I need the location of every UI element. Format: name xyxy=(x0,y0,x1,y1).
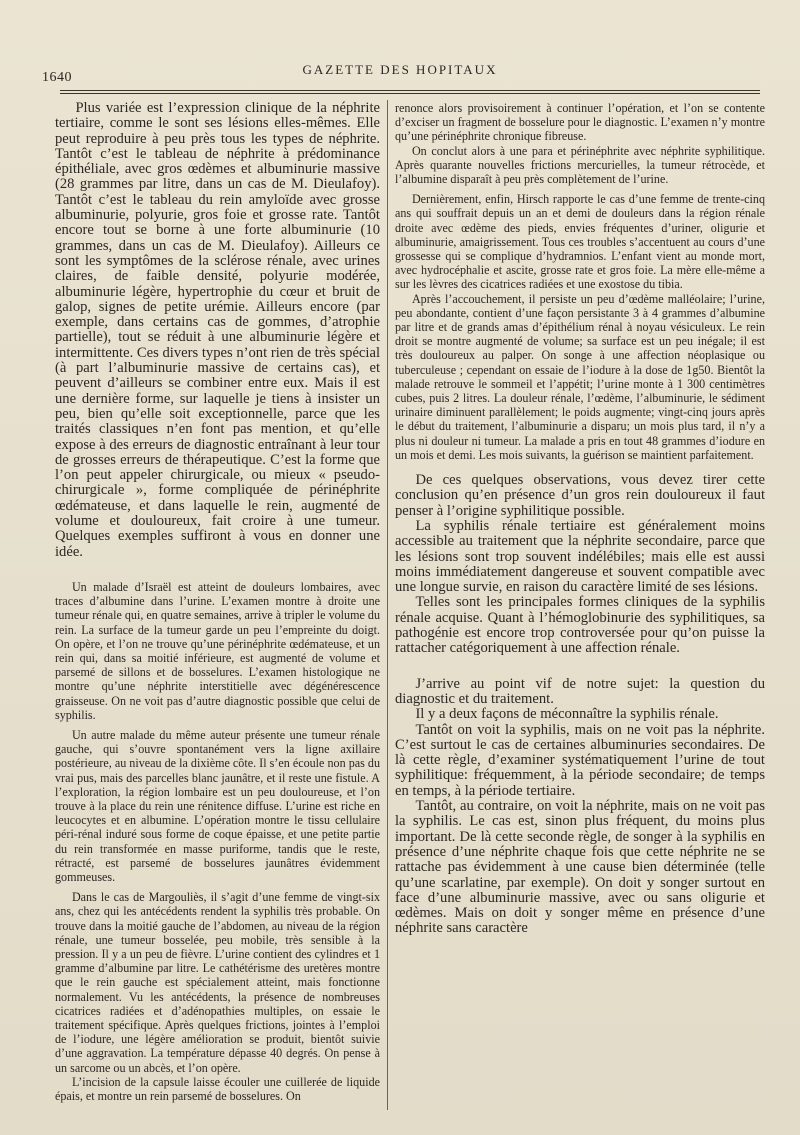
paragraph-continuation: renonce alors provisoirement à continuer l’opération, et l’on se contente d’exciser un fragment de bosselure pour le diagnostic. L’examen n’y montre qu’une périnéphrite chronique fibreuse. xyxy=(395,101,765,144)
paragraph-observations: De ces quelques observations, vous devez tirer cette conclusion qu’en présence d’un gros rein douloureux il faut penser à l’origine syphilitique possible. xyxy=(395,472,765,519)
column-divider xyxy=(387,100,388,1110)
paragraph-two-ways: Il y a deux façons de méconnaître la syphilis rénale. xyxy=(415,706,719,723)
paragraph-tertiary-treatment: La syphilis rénale tertiaire est généralement moins accessible au traitement que la néphrite secondaire, parce que les lésions sont trop souvent indélébiles; mais elle est aussi moins immédiatement dangereuse et souvent compatible avec une longue survie, en raison du caractère limité de ses lésions. xyxy=(395,517,765,596)
journal-title: GAZETTE DES HOPITAUX xyxy=(302,62,498,77)
paragraph-second-way: Tantôt, au contraire, on voit la néphrite, mais on ne voit pas la syphilis. Le cas est, sinon plus fréquent, du moins plus important. De là cette seconde règle, de songer à la syphilis en présence d’une néphrite chaque fois que cette néphrite ne se rattache pas évidemment à une cause bien déterminée (telle qu’une scarlatine, par exemple). On doit y songer surtout en face d’une albuminurie massive, avec ou sans oligurie et œdèmes. Mais on doit y songer même en présence d’une néphrite sans caractère xyxy=(395,798,765,937)
paragraph-case-israel-1: Un malade d’Israël est atteint de douleurs lombaires, avec traces d’albumine dans l’urine. L’examen montre à droite une tumeur rénale qui, en quatre semaines, arrive à tripler le volume du rein. La surface de la tumeur garde un peu l’empreinte du doigt. On opère, et l’on ne trouve qu’une périnéphrite œdémateuse, et un rein qui, dans sa moitié inférieure, est augmenté de volume et parsemé de sillons et de bosselures. L’examen histologique ne montre qu’une néphrite interstitielle avec dégénérescence graisseuse. On ne voit pas d’autre diagnostic possible que celui de syphilis. xyxy=(55,579,380,722)
paragraph-case-israel-2: Un autre malade du même auteur présente une tumeur rénale gauche, qui s’ouvre spontanément vers la ligne axillaire postérieure, au niveau de la dixième côte. Il s’en écoule non pas du vrai pus, mais des parcelles blanc jaunâtre, et il reste une fistule. A l’exploration, la région lombaire est un peu douloureuse, et l’on trouve à la place du rein une rénitence diffuse. L’urine est riche en leucocytes et en albumine. L’opération montre le tissu cellulaire péri-rénal induré sous forme de coque épaisse, et une petite partie du rein transformée en masse puriforme, tandis que le reste, rétracté, est parsemé de bosselures jaunâtres évidemment gommeuses. xyxy=(55,727,380,884)
left-column xyxy=(55,101,380,1103)
paragraph-case-margoulies: Dans le cas de Margouliès, il s’agit d’une femme de vingt-six ans, chez qui les antécédents rendent la syphilis très probable. On trouve dans la moitié gauche de l’abdomen, au niveau de la région rénale, une tumeur bosselée, peu mobile, très sensible à la pression. Il y a un peu de fièvre. L’urine contient des cylindres et 1 gramme d’albumine par litre. Le cathétérisme des uretères montre que le rein gauche est spécialement atteint, mais fonctionne normalement. Vu les antécédents, la présence de nombreuses cicatrices radiées et d’adénopathies multiples, on essaie le traitement spécifique. Après quelques frictions, jointes à l’emploi de l’iodure, une légère amélioration se produit, bientôt suivie d’une aggravation. La température dépasse 40 degrés. On pense à un sarcome ou un abcès, et l’on opère. xyxy=(55,890,380,1075)
page-header xyxy=(40,58,760,88)
right-column xyxy=(395,101,765,937)
paragraph-incision: L’incision de la capsule laisse écouler une cuillerée de liquide épais, et montre un rein parsemé de bosselures. On xyxy=(55,1074,380,1104)
header-rule xyxy=(60,90,760,94)
paragraph-case-hirsch: Dernièrement, enfin, Hirsch rapporte le cas d’une femme de trente-cinq ans qui souffrait depuis un an et demi de douleurs dans la région rénale droite avec œdème des pieds, envies fréquentes d’uriner, oligurie et albuminurie, amaigrissement. Tous ces troubles s’accentuent au cours d’une grossesse qui se complique d’hydramnios. L’enfant vient au monde mort, avec hydrocéphalie et ascite, grosse rate et gros foie. La mère elle-même a sur les lèvres des cicatrices radiées et une exostose du tibia. xyxy=(395,192,765,292)
paragraph-conclusion-case: On conclut alors à une para et périnéphrite avec néphrite syphilitique. Après quarante nouvelles frictions mercurielles, la tumeur rétrocède, et l’albumine disparaît à peu près complètement de l’urine. xyxy=(395,143,765,187)
page-number: 1640 xyxy=(42,70,72,85)
paragraph-diagnosis-intro: J’arrive au point vif de notre sujet: la question du diagnostic et du traitement. xyxy=(395,675,765,707)
paragraph-clinical-summary: Telles sont les principales formes cliniques de la syphilis rénale acquise. Quant à l’hémoglobinurie des syphilitiques, sa pathogénie est encore trop controversée pour qu’on puisse la rattacher catégoriquement à une affection rénale. xyxy=(395,594,765,657)
paragraph-clinical-forms: Plus variée est l’expression clinique de la néphrite tertiaire, comme le sont ses lésions elles-mêmes. Elle peut reproduire à peu près tous les types de néphrite. Tantôt c’est le tableau de néphrite à prédominance épithéliale, avec gros œdèmes et albuminurie massive (28 grammes par litre, dans un cas de M. Dieulafoy). Tantôt c’est le tableau du rein amyloïde avec grosse albuminurie, polyurie, gros foie et grosse rate. Tantôt encore tout se borne à une forte albuminurie (10 grammes, dans un cas de M. Dieulafoy). Ailleurs ce sont les symptômes de la sclérose rénale, avec urines claires, de faible densité, polyurie modérée, albuminurie légère, hypertrophie du cœur et bruit de galop, signes de petite urémie. Ailleurs encore (par exemple, dans certains cas de gommes, d’atrophie partielle), tout se réduit à une albuminurie légère et intermittente. Ces divers types n’ont rien de très spécial (à part l’albuminurie massive de certains cas), et peuvent d’ailleurs se combiner entre eux. Mais il est une dernière forme, sur laquelle je tiens à insister un peu, bien qu’elle soit exceptionnelle, parce que les traités classiques n’en font pas mention, et qu’elle expose à des erreurs de diagnostic entraînant à leur tour de grosses erreurs de thérapeutique. C’est la forme que l’on peut appeler chirurgicale, ou mieux « pseudo-chirurgicale », forme compliquée de périnéphrite œdémateuse, et dans laquelle le rein, augmenté de volume et douloureux, fait croire à une tumeur. Quelques exemples suffiront à vous en donner une idée. xyxy=(55,100,380,560)
paragraph-after-delivery: Après l’accouchement, il persiste un peu d’œdème malléolaire; l’urine, peu abondante, contient d’une façon persistante 3 à 4 grammes d’albumine par litre et de grands amas d’épithélium rénal à noyau vésiculeux. Le rein droit se montre augmenté de volume; sa surface est un peu inégale; il est très douloureux au palper. On songe à une affection néoplasique ou tuberculeuse ; cependant on essaie de l’iodure à la dose de 1g50. Bientôt la malade retrouve le sommeil et l’appétit; l’urine monte à 1 300 centimètres cubes, puis 2 litres. La douleur rénale, l’œdème, l’albuminurie, le sédiment urinaire diminuent parallèlement; le poids augmente; vingt-cinq jours après le début du traitement, l’albuminurie a disparu; un mois plus tard, il n’y a plus ni douleur ni tumeur. La malade a pris en tout 48 grammes d’iodure en un mois et demi. Les mois suivants, la guérison se maintient parfaitement. xyxy=(395,291,765,462)
paragraph-first-way: Tantôt on voit la syphilis, mais on ne voit pas la néphrite. C’est surtout le cas de certaines albuminuries secondaires. De là cette règle, d’examiner systématiquement l’urine de tout syphilitique: fréquemment, à la période secondaire; de temps en temps, à la période tertiaire. xyxy=(395,721,765,799)
